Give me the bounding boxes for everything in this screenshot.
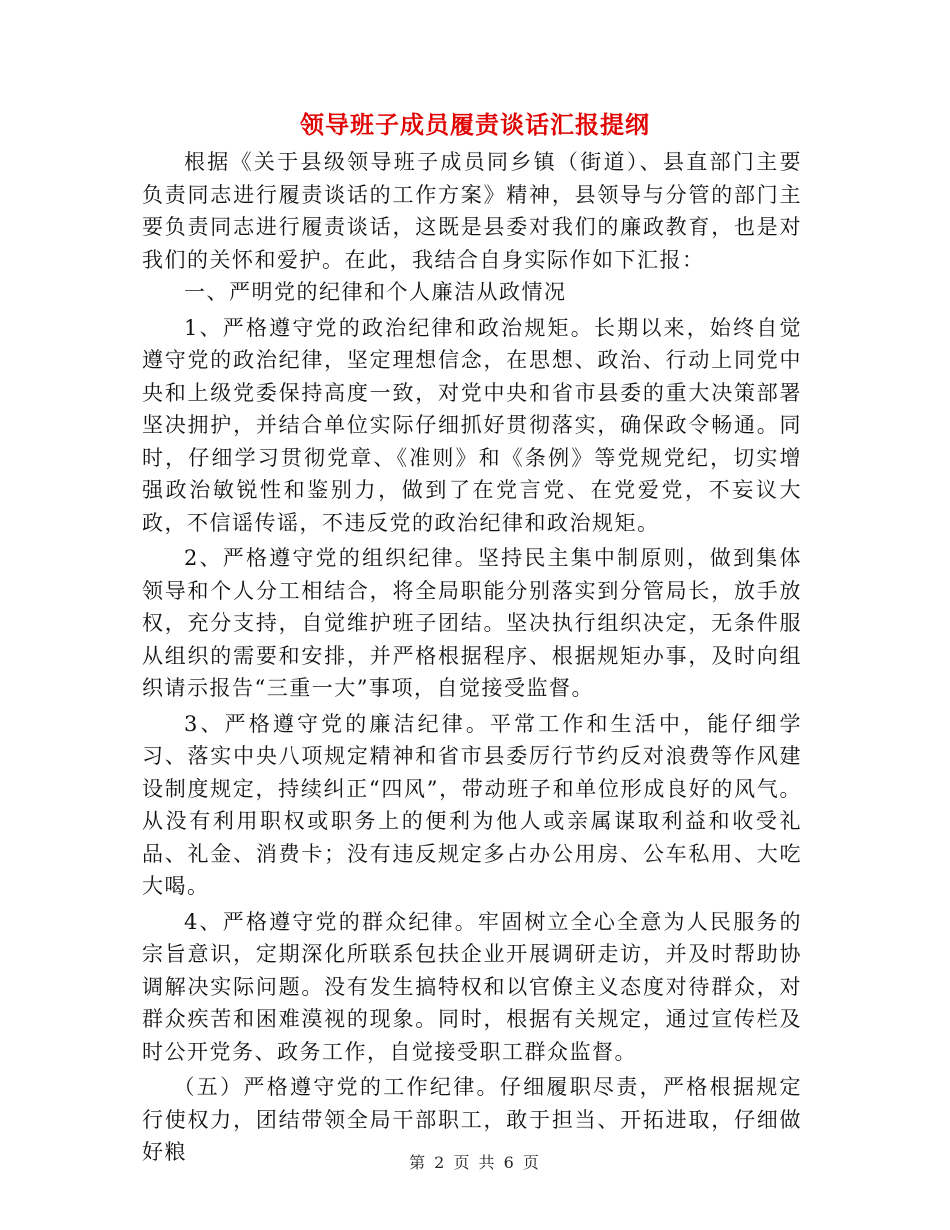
document-title: 领导班子成员履责谈话汇报提纲 <box>300 110 650 139</box>
paragraph-political-discipline: 1、严格遵守党的政治纪律和政治规矩。长期以来，始终自觉遵守党的政治纪律，坚定理想信念，在思想、政治、行动上同党中央和上级党委保持高度一致，对党中央和省市县委的重大决策部署坚决拥护，并结合单位实际仔细抓好贯彻落实，确保政令畅通。同时，仔细学习贯彻党章、《准则》和《条例》等党规党纪，切实增强政治敏锐性和鉴别力，做到了在党言党、在党爱党，不妄议大政，不信谣传谣，不违反党的政治纪律和政治规矩。 <box>142 315 802 535</box>
paragraph-integrity-discipline: 3、严格遵守党的廉洁纪律。平常工作和生活中，能仔细学习、落实中央八项规定精神和省市县委厉行节约反对浪费等作风建设制度规定，持续纠正“四风”，带动班子和单位形成良好的风气。从没有利用职权或职务上的便利为他人或亲属谋取利益和收受礼品、礼金、消费卡；没有违反规定多占办公用房、公车私用、大吃大喝。 <box>142 711 802 898</box>
paragraph-intro: 根据《关于县级领导班子成员同乡镇（街道）、县直部门主要负责同志进行履责谈话的工作方案》精神，县领导与分管的部门主要负责同志进行履责谈话，这既是县委对我们的廉政教育，也是对我们的关怀和爱护。在此，我结合自身实际作如下汇报： <box>142 150 802 272</box>
paragraph-organizational-discipline: 2、严格遵守党的组织纪律。坚持民主集中制原则，做到集体领导和个人分工相结合，将全局职能分别落实到分管局长，放手放权，充分支持，自觉维护班子团结。坚决执行组织决定，无条件服从组织的需要和安排，并严格根据程序、根据规矩办事，及时向组织请示报告“三重一大”事项，自觉接受监督。 <box>142 546 802 700</box>
document-body <box>142 146 802 1169</box>
paragraph-mass-discipline: 4、严格遵守党的群众纪律。牢固树立全心全意为人民服务的宗旨意识，定期深化所联系包扶企业开展调研走访，并及时帮助协调解决实际问题。没有发生搞特权和以官僚主义态度对待群众，对群众疾苦和困难漠视的现象。同时，根据有关规定，通过宣传栏及时公开党务、政务工作，自觉接受职工群众监督。 <box>142 909 802 1064</box>
page-number-footer: 第 2 页 共 6 页 <box>409 1153 541 1172</box>
paragraph-work-discipline: （五）严格遵守党的工作纪律。仔细履职尽责，严格根据规定行使权力，团结带领全局干部职工，敢于担当、开拓进取，仔细做好粮 <box>142 1075 802 1164</box>
section-heading: 一、严明党的纪律和个人廉洁从政情况 <box>184 280 567 304</box>
